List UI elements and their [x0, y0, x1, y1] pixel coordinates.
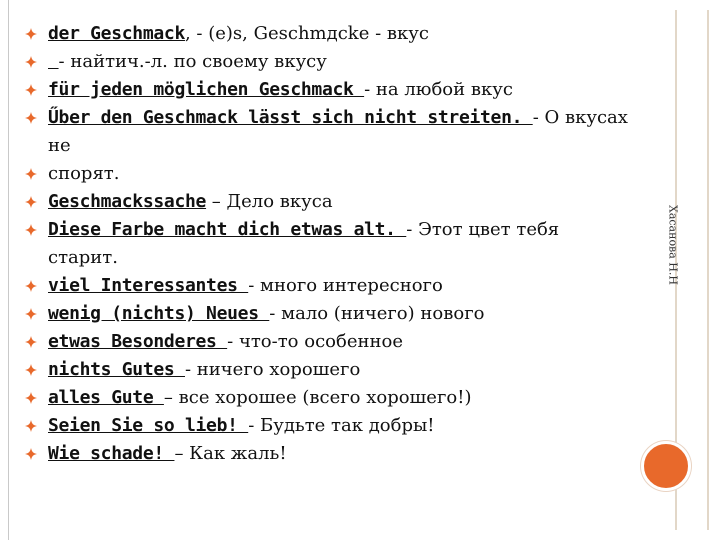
german-phrase: alles Gute — [48, 387, 164, 408]
german-phrase: für jeden möglichen Geschmack — [48, 79, 365, 100]
bullet-icon — [24, 167, 38, 181]
bullet-icon — [24, 223, 38, 237]
german-phrase: etwas Besonderes — [48, 331, 228, 352]
german-phrase: Diese Farbe macht dich etwas alt. — [48, 219, 407, 240]
german-phrase: der Geschmack — [48, 23, 185, 44]
bullet-icon — [24, 111, 38, 125]
german-phrase: wenig (nichts) Neues — [48, 303, 270, 324]
german-phrase: nichts Gutes — [48, 359, 185, 380]
translation: - много интересного — [248, 275, 443, 296]
german-phrase: Űber den Geschmack lässt sich nicht streiten. — [48, 107, 533, 128]
decorative-orange-circle — [641, 441, 691, 491]
translation: спорят. — [48, 163, 120, 184]
german-phrase — [48, 51, 59, 72]
bullet-icon — [24, 335, 38, 349]
list-item — [20, 384, 630, 412]
list-item — [20, 20, 630, 48]
list-item — [20, 272, 630, 300]
bullet-icon — [24, 307, 38, 321]
translation: - на любой вкус — [364, 79, 513, 100]
list-item — [20, 160, 630, 188]
german-phrase: Seien Sie so lieb! — [48, 415, 249, 436]
list-item — [20, 188, 630, 216]
german-phrase: Wie schade! — [48, 443, 175, 464]
translation: – все хорошее (всего хорошего!) — [163, 387, 472, 408]
list-item — [20, 300, 630, 328]
vocabulary-list — [20, 20, 630, 468]
bullet-icon — [24, 419, 38, 433]
translation: - Этот цвет тебя старит. — [48, 219, 560, 268]
translation: - ничего хорошего — [184, 359, 361, 380]
translation: – Как жаль! — [174, 443, 287, 464]
bullet-icon — [24, 195, 38, 209]
translation: - мало (ничего) нового — [269, 303, 485, 324]
list-item — [20, 356, 630, 384]
author-side-text: Хасанова Н.Н — [666, 205, 680, 285]
bullet-icon — [24, 391, 38, 405]
list-item — [20, 76, 630, 104]
bullet-icon — [24, 363, 38, 377]
german-phrase: viel Interessantes — [48, 275, 249, 296]
slide-left-edge — [8, 0, 9, 540]
list-item — [20, 104, 630, 160]
bullet-icon — [24, 27, 38, 41]
author-side-label — [662, 205, 684, 285]
translation: - Будьте так добры! — [248, 415, 435, 436]
translation: - найтич.-л. по своему вкусу — [58, 51, 327, 72]
list-item — [20, 412, 630, 440]
list-item — [20, 440, 630, 468]
list-item — [20, 328, 630, 356]
list-item — [20, 48, 630, 76]
bullet-icon — [24, 279, 38, 293]
translation: - что-то особенное — [227, 331, 403, 352]
bullet-icon — [24, 55, 38, 69]
bullet-icon — [24, 83, 38, 97]
bullet-icon — [24, 447, 38, 461]
translation: - О вкусах не — [48, 107, 628, 156]
translation: – Дело вкуса — [206, 191, 333, 212]
translation: , - (e)s, Geschmдcke - вкус — [184, 23, 429, 44]
list-item — [20, 216, 630, 272]
german-phrase: Geschmackssache — [48, 191, 207, 212]
